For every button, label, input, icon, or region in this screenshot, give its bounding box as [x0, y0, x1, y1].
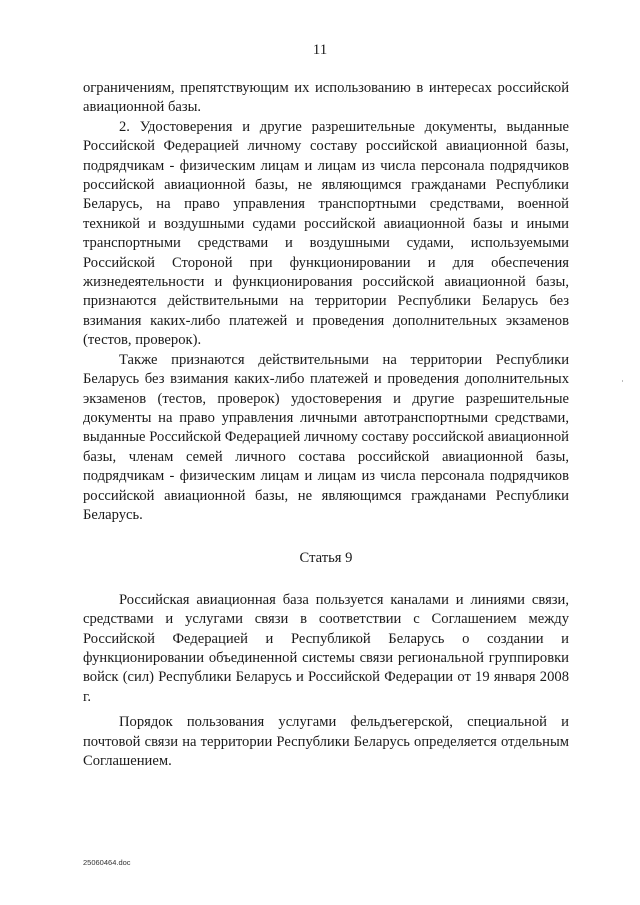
paragraph-3: Также признаются действительными на территории Республики Беларусь без взимания каких-либо платежей и проведения дополнительных экзаменов (тестов, проверок) удостоверения и другие разрешительные документы на право управления личными автотранспортными средствами, выданные Российской Федерацией личному составу российской авиационной базы, членам семей личного состава российской авиационной базы, подрядчикам - физическим лицам и лицам из числа персонала подрядчиков российской авиационной базы, не являющимся гражданами Республики Беларусь. [83, 351, 569, 523]
article-paragraph-1: Российская авиационная база пользуется каналами и линиями связи, средствами и услугами связи в соответствии с Соглашением между Российской Федерацией и Республикой Беларусь о создании и функционировании объединенной системы связи региональной группировки войск (сил) Республики Беларусь и Российской Федерации от 19 января 2008 г. [83, 591, 569, 705]
paragraph-continuation: ограничениям, препятствующим их использованию в интересах российской авиационной базы. [83, 80, 569, 116]
scan-speck [622, 380, 623, 382]
document-body [83, 79, 569, 771]
article-paragraph-2: Порядок пользования услугами фельдъегерской, специальной и почтовой связи на территории Республики Беларусь определяется отдельным Соглашением. [83, 714, 569, 769]
paragraph-2: 2. Удостоверения и другие разрешительные документы, выданные Российской Федерацией личному составу российской авиационной базы, подрядчикам - физическим лицам и лицам из числа персонала подрядчиков российской авиационной базы, не являющимся гражданами Республики Беларусь, на право управления транспортными средствами, военной техникой и воздушными судами российской авиационной базы и иными транспортными средствами и воздушными судами, используемыми Российской Стороной при функционировании и для обеспечения жизнедеятельности и функционирования российской авиационной базы, признаются действительными на территории Республики Беларусь без взимания каких-либо платежей и проведения дополнительных экзаменов (тестов, проверок). [83, 118, 569, 349]
page-number: 11 [312, 42, 328, 58]
document-code: 25060464.doc [83, 858, 131, 867]
article-heading: Статья 9 [299, 550, 353, 567]
